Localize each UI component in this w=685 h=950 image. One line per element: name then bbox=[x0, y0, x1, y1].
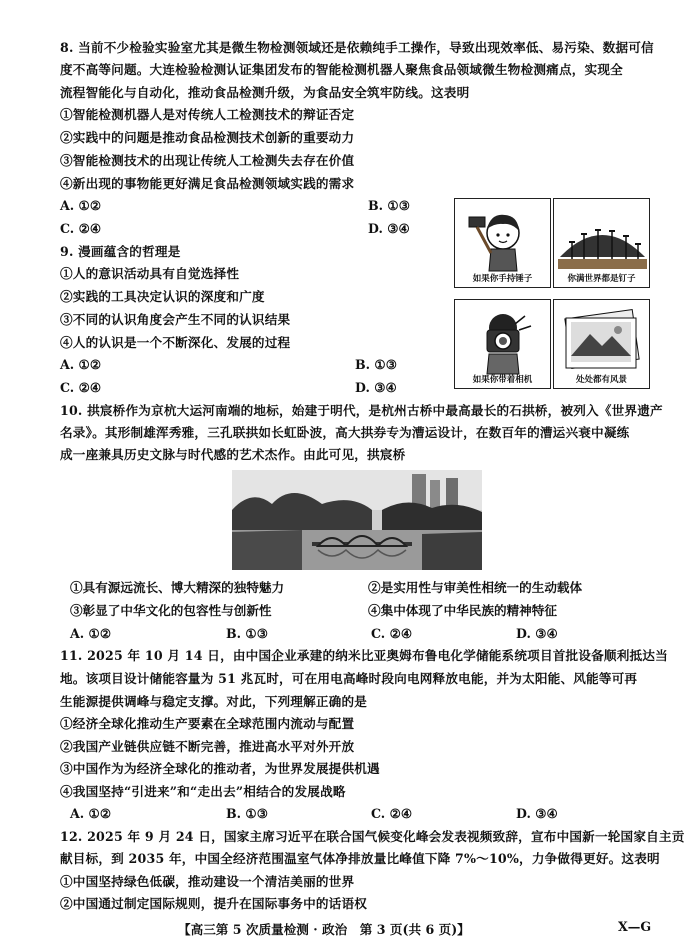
footer-code: X—G bbox=[618, 919, 652, 934]
q8-stem-line-3: 流程智能化与自动化，推动食品检测升级，为食品安全筑牢防线。这表明 bbox=[60, 85, 470, 100]
q10-stem-line-2: 名录》。其形制雄浑秀雅，三孔联拱如长虹卧波，高大拱券专为漕运设计，在数百年的漕运兴衰中凝练 bbox=[60, 425, 630, 440]
q11-stem-line-3: 生能源提供调峰与稳定支撑。对此，下列理解正确的是 bbox=[60, 694, 368, 709]
q10-item-1: ①具有源远流长、博大精深的独特魅力 bbox=[70, 580, 285, 595]
q9-item-2: ②实践的工具决定认识的深度和广度 bbox=[60, 289, 265, 304]
q11-item-1: ①经济全球化推动生产要素在全球范围内流动与配置 bbox=[60, 716, 355, 731]
q12-stem-line-1: 12. 2025 年 9 月 24 日，国家主席习近平在联合国气候变化峰会发表视频致辞，宣布中国新一轮国家自主贡 bbox=[60, 829, 685, 844]
bridge-photo bbox=[232, 470, 482, 570]
cartoon-caption-4: 处处都有风景 bbox=[575, 375, 627, 385]
page-footer bbox=[0, 919, 685, 939]
cartoon-scenery bbox=[553, 299, 650, 389]
cartoon-hammer bbox=[454, 198, 551, 288]
q9-item-1: ①人的意识活动具有自觉选择性 bbox=[60, 266, 240, 281]
q11-option-c: C. ②④ bbox=[371, 806, 413, 821]
q11-item-4: ④我国坚持“引进来”和“走出去”相结合的发展战略 bbox=[60, 784, 346, 799]
q9-stem: 9. 漫画蕴含的哲理是 bbox=[60, 244, 181, 259]
cartoon-nails bbox=[553, 198, 650, 288]
q11-option-b: B. ①③ bbox=[226, 806, 268, 821]
q10-item-4: ④集中体现了中华民族的精神特征 bbox=[368, 603, 557, 618]
q9-option-a: A. ①② bbox=[60, 357, 102, 372]
cartoon-caption-2: 你满世界都是钉子 bbox=[567, 274, 636, 284]
q9-option-c: C. ②④ bbox=[60, 380, 102, 395]
q8-option-c: C. ②④ bbox=[60, 221, 102, 236]
q11-item-2: ②我国产业链供应链不断完善，推进高水平对外开放 bbox=[60, 739, 355, 754]
q11-option-d: D. ③④ bbox=[516, 806, 558, 821]
gongchen-bridge-image bbox=[232, 470, 482, 570]
q10-stem-line-3: 成一座兼具历史文脉与时代感的艺术杰作。由此可见，拱宸桥 bbox=[60, 447, 406, 462]
q8-stem-line-2: 度不高等问题。大连检验检测认证集团发布的智能检测机器人聚焦食品领域微生物检测痛点，实现全 bbox=[60, 62, 623, 77]
q11-item-3: ③中国作为为经济全球化的推动者，为世界发展提供机遇 bbox=[60, 761, 380, 776]
q10-item-3: ③彰显了中华文化的包容性与创新性 bbox=[70, 603, 272, 618]
q8-stem-line-1: 8. 当前不少检验实验室尤其是微生物检测领域还是依赖纯手工操作，导致出现效率低、易污染、数据可信 bbox=[60, 40, 654, 55]
q9-item-3: ③不同的认识角度会产生不同的认识结果 bbox=[60, 312, 291, 327]
q11-stem-line-2: 地。该项目设计储能容量为 51 兆瓦时，可在用电高峰时段向电网释放电能，并为太阳能、风能等可再 bbox=[60, 671, 638, 686]
q9-option-d: D. ③④ bbox=[355, 380, 397, 395]
cartoon-caption-3: 如果你带着相机 bbox=[472, 375, 533, 385]
q10-option-a: A. ①② bbox=[70, 626, 112, 641]
cartoon-camera bbox=[454, 299, 551, 389]
q9-item-4: ④人的认识是一个不断深化、发展的过程 bbox=[60, 335, 291, 350]
q10-item-2: ②是实用性与审美性相统一的生动载体 bbox=[368, 580, 583, 595]
q10-option-d: D. ③④ bbox=[516, 626, 558, 641]
q12-stem-line-2: 献目标，到 2035 年，中国全经济范围温室气体净排放量比峰值下降 7%～10%，力争做得更好。这表明 bbox=[60, 851, 660, 866]
cartoon-caption-1: 如果你手持锤子 bbox=[472, 274, 533, 284]
q8-item-4: ④新出现的事物能更好满足食品检测领域实践的需求 bbox=[60, 176, 355, 191]
q10-option-b: B. ①③ bbox=[226, 626, 268, 641]
q8-option-a: A. ①② bbox=[60, 198, 102, 213]
footer-title: 【高三第 5 次质量检测 · 政治 第 3 页(共 6 页)】 bbox=[178, 922, 470, 937]
q12-item-1: ①中国坚持绿色低碳，推动建设一个清洁美丽的世界 bbox=[60, 874, 355, 889]
q11-stem-line-1: 11. 2025 年 10 月 14 日，由中国企业承建的纳米比亚奥姆布鲁电化学储能系统项目首批设备顺利抵达当 bbox=[60, 648, 668, 663]
q8-option-b: B. ①③ bbox=[368, 198, 410, 213]
q12-item-2: ②中国通过制定国际规则，提升在国际事务中的话语权 bbox=[60, 896, 368, 911]
q10-option-c: C. ②④ bbox=[371, 626, 413, 641]
q8-item-1: ①智能检测机器人是对传统人工检测技术的辩证否定 bbox=[60, 107, 355, 122]
q9-option-b: B. ①③ bbox=[355, 357, 397, 372]
q8-item-3: ③智能检测技术的出现让传统人工检测失去存在价值 bbox=[60, 153, 355, 168]
q11-option-a: A. ①② bbox=[70, 806, 112, 821]
q8-option-d: D. ③④ bbox=[368, 221, 410, 236]
q10-stem-line-1: 10. 拱宸桥作为京杭大运河南端的地标，始建于明代，是杭州古桥中最高最长的石拱桥，被列入《世界遗产 bbox=[60, 403, 663, 418]
q8-item-2: ②实践中的问题是推动食品检测技术创新的重要动力 bbox=[60, 130, 355, 145]
